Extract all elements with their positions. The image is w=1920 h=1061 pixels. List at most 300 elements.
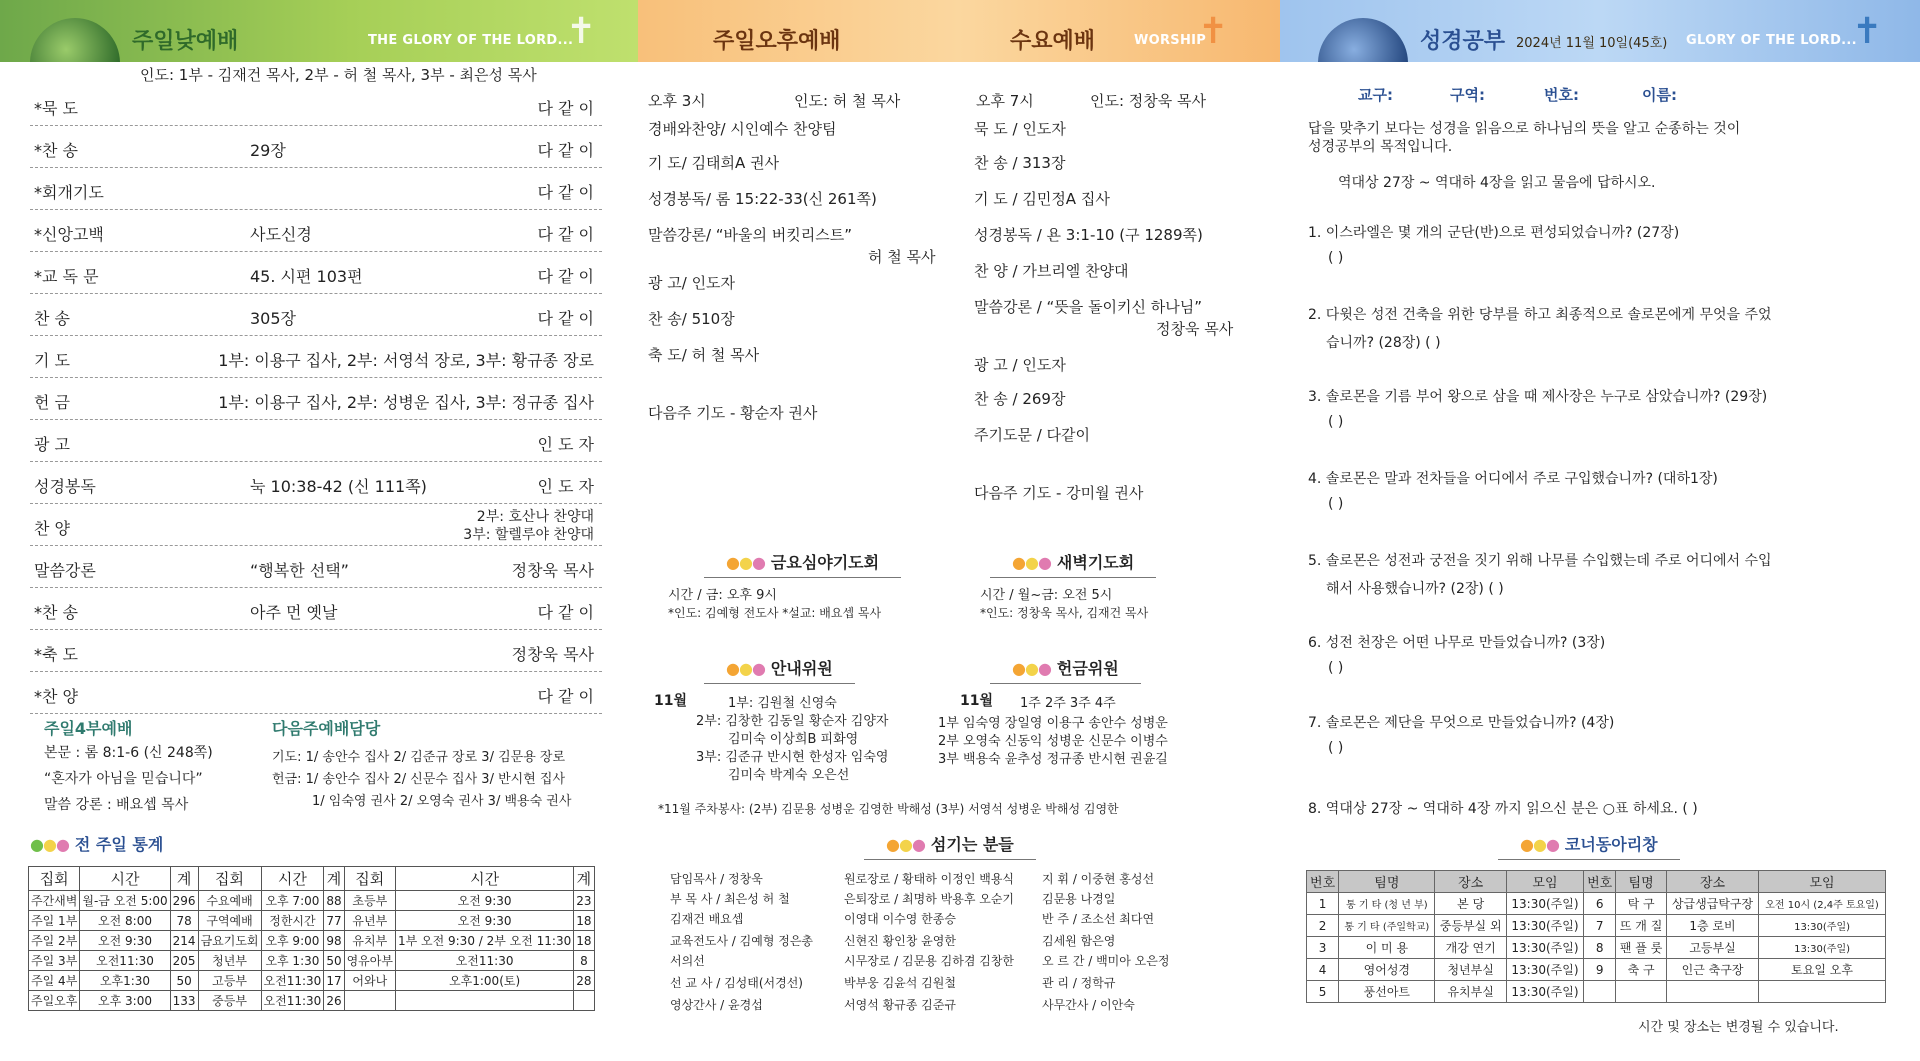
offering-line1: 1부 임숙영 장일영 이용구 송안수 성병운 [938, 716, 1168, 731]
row-person: 2부: 호산나 찬양대 [476, 509, 594, 525]
stats-cell: 수요예배 [198, 891, 261, 911]
service-row [30, 420, 602, 462]
serve-item: 박부웅 김윤석 김원철 [844, 976, 956, 990]
club-cell: 3 [1307, 937, 1339, 959]
cross-icon: ✝ [1198, 11, 1229, 52]
next-week-offering: 헌금: 1/ 송안수 집사 2/ 신문수 집사 3/ 반시현 집사 [272, 772, 566, 787]
stats-cell: 오후1:00(토) [395, 971, 573, 991]
stats-cell: 유년부 [344, 911, 395, 931]
row-person: 인 도 자 [537, 435, 594, 454]
row-person: 정창욱 목사 [511, 561, 594, 580]
row-person: 다 같 이 [537, 183, 594, 202]
field-label: 교구: [1358, 86, 1393, 104]
serve-item: 신현진 황인창 윤영한 [844, 934, 956, 948]
stats-cell: 집회 [344, 867, 395, 891]
service-row [30, 378, 602, 420]
club-cell: 오전 10시 (2,4주 토요일) [1759, 893, 1886, 915]
stats-cell: 주간새벽 [29, 891, 80, 911]
service-row [30, 84, 602, 126]
question: 6. 성전 천장은 어떤 나무로 만들었습니까? (3장) [1308, 635, 1606, 651]
service-row [30, 546, 602, 588]
club-cell: 인근 축구장 [1666, 959, 1758, 981]
club-cell: 9 [1584, 959, 1616, 981]
stats-cell: 집회 [29, 867, 80, 891]
club-cell: 번호 [1307, 871, 1339, 893]
stats-cell: 어와나 [344, 971, 395, 991]
stats-cell: 오후 9:00 [261, 931, 324, 951]
club-cell: 팀명 [1339, 871, 1435, 893]
stats-cell: 주일오후 [29, 991, 80, 1011]
afternoon-item: 경배와찬양/ 시인예수 찬양팀 [648, 120, 837, 138]
service-row [30, 672, 602, 714]
stats-row [29, 951, 595, 971]
club-cell [1759, 981, 1886, 1003]
club-cell: 장소 [1666, 871, 1758, 893]
serve-item: 교육전도사 / 김예형 정은총 [670, 934, 813, 948]
serve-item: 영상간사 / 윤경섭 [670, 998, 763, 1012]
panel1-subtitle: THE GLORY OF THE LORD... [368, 33, 574, 48]
club-cell: 13:30(주일) [1506, 981, 1583, 1003]
stats-cell: 주일 2부 [29, 931, 80, 951]
club-cell: 2 [1307, 915, 1339, 937]
parking-volunteers: *11월 주차봉사: (2부) 김문용 성병운 김영한 박해성 (3부) 서영석 성병운 박해성 김영한 [658, 802, 1119, 816]
serve-item: 서영석 황규종 김준규 [844, 998, 956, 1012]
stats-cell: 유치부 [344, 931, 395, 951]
row-person: 1부: 이용구 집사, 2부: 서영석 장로, 3부: 황규종 장로 [218, 351, 594, 370]
stats-cell: 계 [170, 867, 198, 891]
dawn-leaders: *인도: 정창욱 목사, 김재건 목사 [980, 606, 1149, 620]
wednesday-item: 묵 도 / 인도자 [974, 120, 1066, 138]
stats-cell: 오후 7:00 [261, 891, 324, 911]
offering-line3: 3부 백용숙 윤추성 정규종 반시현 권윤길 [938, 752, 1168, 767]
stats-row [29, 931, 595, 951]
afternoon-item: 기 도/ 김태희A 권사 [648, 154, 780, 172]
guide-line4: 3부: 김준규 반시현 한성자 임숙영 [696, 750, 889, 765]
answer-blank: ( ) [1328, 250, 1344, 266]
next-week-offering2: 1/ 임숙영 권사 2/ 오영숙 권사 3/ 백용숙 권사 [312, 794, 572, 809]
guide-line3: 김미숙 이상희B 피화영 [728, 732, 859, 747]
club-cell: 13:30(주일) [1506, 893, 1583, 915]
question: 4. 솔로몬은 말과 전차들을 어디에서 주로 구입했습니까? (대하1장) [1308, 471, 1718, 487]
service-row [30, 210, 602, 252]
club-note: 시간 및 장소는 변경될 수 있습니다. [1638, 1020, 1839, 1035]
club-cell [1666, 981, 1758, 1003]
club-cell: 팀명 [1616, 871, 1667, 893]
club-cell: 상급생급탁구장 [1666, 893, 1758, 915]
wednesday-item: 기 도 / 김민정A 집사 [974, 190, 1110, 208]
wednesday-item: 말씀강론 / “뜻을 돌이키신 하나님” [974, 298, 1203, 316]
stats-cell: 296 [170, 891, 198, 911]
serve-item: 은퇴장로 / 최명하 박용후 오순기 [844, 892, 1014, 906]
panel3-title: 성경공부 [1420, 29, 1506, 54]
answer-blank: ( ) [1328, 414, 1344, 430]
afternoon-item: 축 도/ 허 철 목사 [648, 346, 760, 364]
stats-cell: 오전 9:30 [395, 891, 573, 911]
stats-cell: 1부 오전 9:30 / 2부 오전 11:30 [395, 931, 573, 951]
serve-item: 담임목사 / 정창욱 [670, 872, 763, 886]
stats-cell: 중등부 [198, 991, 261, 1011]
row-person: 1부: 이용구 집사, 2부: 성병운 집사, 3부: 정규종 집사 [218, 393, 594, 412]
row-label: *찬 양 [34, 687, 78, 706]
dawn-heading: ●●● 새벽기도회 [990, 550, 1156, 578]
serve-item: 김세원 함은영 [1042, 934, 1116, 948]
guide-heading: ●●● 안내위원 [704, 656, 855, 684]
answer-blank: ( ) [1328, 740, 1344, 756]
club-row [1307, 981, 1886, 1003]
row-person: 다 같 이 [537, 603, 594, 622]
afternoon-leader: 인도: 허 철 목사 [794, 92, 901, 110]
stats-cell: 18 [574, 911, 594, 931]
row-label: *찬 송 [34, 141, 78, 160]
club-row [1307, 937, 1886, 959]
panel3-subtitle: GLORY OF THE LORD... [1686, 33, 1857, 48]
club-row [1307, 893, 1886, 915]
friday-leaders: *인도: 김예형 전도사 *설교: 배요셉 목사 [668, 606, 882, 620]
serve-item: 오 르 간 / 백미아 오은정 [1042, 954, 1170, 968]
serve-item: 선 교 사 / 김성태(서경선) [670, 976, 803, 990]
stats-title: 전 주일 통계 [74, 835, 164, 854]
row-item: 29장 [250, 141, 286, 160]
serve-item: 반 주 / 조소선 최다연 [1042, 912, 1155, 926]
stats-cell: 정한시간 [261, 911, 324, 931]
corner-heading: ●●● 코너동아리창 [1498, 832, 1680, 860]
question: 1. 이스라엘은 몇 개의 군단(반)으로 편성되었습니까? (27장) [1308, 225, 1680, 241]
stats-cell: 계 [574, 867, 594, 891]
service-row [30, 630, 602, 672]
stats-cell: 26 [324, 991, 344, 1011]
offering-weeks: 1주 2주 3주 4주 [1020, 696, 1116, 711]
stats-cell: 계 [324, 867, 344, 891]
stats-cell: 214 [170, 931, 198, 951]
question: 7. 솔로몬은 제단을 무엇으로 만들었습니까? (4장) [1308, 715, 1615, 731]
question: 3. 솔로몬을 기름 부어 왕으로 삼을 때 제사장은 누구로 삼았습니까? (29장) [1308, 389, 1768, 405]
stats-cell: 주일 4부 [29, 971, 80, 991]
wed-time: 오후 7시 [976, 92, 1034, 110]
club-cell: 13:30(주일) [1759, 915, 1886, 937]
serve-item: 부 목 사 / 최은성 허 철 [670, 892, 790, 906]
wednesday-item: 찬 송 / 313장 [974, 154, 1066, 172]
afternoon-item: 말씀강론/ “바울의 버킷리스트” [648, 226, 853, 244]
panel1-title: 주일낮예배 [132, 29, 239, 54]
guide-month: 11월 [654, 693, 688, 709]
row-label: 찬 양 [34, 519, 70, 538]
club-cell: 7 [1584, 915, 1616, 937]
answer-blank: ( ) [1328, 660, 1344, 676]
answer-blank: 습니까? (28장) ( ) [1326, 335, 1441, 351]
stats-cell: 구역예배 [198, 911, 261, 931]
row-person: 다 같 이 [537, 141, 594, 160]
wednesday-item: 찬 송 / 269장 [974, 390, 1066, 408]
afternoon-item: 허 철 목사 [868, 248, 936, 266]
club-cell: 풍선아트 [1339, 981, 1435, 1003]
serve-item: 김재건 배요셉 [670, 912, 744, 926]
club-cell: 뜨 개 질 [1616, 915, 1667, 937]
stats-cell: 시간 [395, 867, 573, 891]
cross-icon: ✝ [566, 11, 597, 52]
dawn-title: 새벽기도회 [1056, 553, 1135, 572]
leaders-line: 인도: 1부 - 김재건 목사, 2부 - 허 철 목사, 3부 - 최은성 목사 [140, 66, 537, 84]
intro-line1: 답을 맞추기 보다는 성경을 읽음으로 하나님의 뜻을 알고 순종하는 것이 [1308, 121, 1741, 137]
serve-item: 이영대 이수영 한종승 [844, 912, 956, 926]
instruction: 역대상 27장 ~ 역대하 4장을 읽고 물음에 답하시오. [1338, 175, 1656, 191]
sunday-morning-panel [0, 0, 638, 1061]
afternoon-time: 오후 3시 [648, 92, 706, 110]
serve-item: 원로장로 / 황태하 이정인 백용식 [844, 872, 1014, 886]
guide-line1: 1부: 김원철 신영숙 [728, 696, 837, 711]
friday-time: 시간 / 금: 오후 9시 [668, 588, 777, 603]
row-person: 다 같 이 [537, 267, 594, 286]
afternoon-wednesday-panel [638, 0, 1280, 1061]
club-row [1307, 915, 1886, 937]
club-cell: 6 [1584, 893, 1616, 915]
stats-cell: 오전 9:30 [395, 911, 573, 931]
stats-row [29, 971, 595, 991]
service-row [30, 168, 602, 210]
row-person: 다 같 이 [537, 99, 594, 118]
row-label: *회개기도 [34, 183, 104, 202]
serve-item: 관 리 / 정학규 [1042, 976, 1116, 990]
row-item: “행복한 선택” [250, 561, 349, 580]
club-cell: 모임 [1506, 871, 1583, 893]
serve-heading: ●●● 섬기는 분들 [864, 832, 1036, 860]
club-cell: 1층 로비 [1666, 915, 1758, 937]
stats-cell: 28 [574, 971, 594, 991]
stats-cell: 금요기도회 [198, 931, 261, 951]
club-cell: 이 미 용 [1339, 937, 1435, 959]
club-cell [1584, 981, 1616, 1003]
next-week-title: 다음주예배담당 [272, 719, 381, 738]
stats-cell: 205 [170, 951, 198, 971]
question-8: 8. 역대상 27장 ~ 역대하 4장 까지 읽으신 분은 ○표 하세요. ( ) [1308, 801, 1698, 817]
stats-cell: 시간 [261, 867, 324, 891]
club-cell: 장소 [1435, 871, 1506, 893]
field-label: 이름: [1642, 86, 1677, 104]
club-cell: 번호 [1584, 871, 1616, 893]
stats-cell: 청년부 [198, 951, 261, 971]
club-cell: 8 [1584, 937, 1616, 959]
stats-cell: 오전11:30 [395, 951, 573, 971]
row-item: 눅 10:38-42 (신 111쪽) [250, 477, 427, 496]
guide-line5: 김미숙 박계숙 오은선 [728, 768, 850, 783]
stats-cell [344, 991, 395, 1011]
service-row [30, 462, 602, 504]
question: 5. 솔로몬은 성전과 궁전을 짓기 위해 나무를 수입했는데 주로 어디에서 수입 [1308, 553, 1772, 569]
stats-cell: 78 [170, 911, 198, 931]
stats-cell: 오전11:30 [261, 971, 324, 991]
service-row [30, 336, 602, 378]
row-label: 기 도 [34, 351, 70, 370]
service-row [30, 126, 602, 168]
guide-title: 안내위원 [770, 659, 833, 678]
afternoon-item: 광 고/ 인도자 [648, 274, 736, 292]
w4-sermon: “혼자가 아님을 믿습니다” [44, 771, 203, 787]
offering-heading: ●●● 헌금위원 [990, 656, 1141, 684]
club-cell: 개강 연기 [1435, 937, 1506, 959]
stats-cell: 주일 3부 [29, 951, 80, 971]
stats-cell: 오후 3:00 [80, 991, 170, 1011]
wednesday-item: 성경봉독 / 욘 3:1-10 (구 1289쪽) [974, 226, 1203, 244]
offering-month: 11월 [960, 693, 994, 709]
row-label: 성경봉독 [34, 477, 96, 496]
club-cell: 중등부실 외 [1435, 915, 1506, 937]
panel2-header [638, 0, 1280, 62]
row-person: 다 같 이 [537, 225, 594, 244]
club-cell: 1 [1307, 893, 1339, 915]
stats-cell: 50 [170, 971, 198, 991]
row-person: 3부: 할렐루야 찬양대 [463, 527, 594, 543]
stats-cell: 시간 [80, 867, 170, 891]
service-row [30, 588, 602, 630]
wednesday-item: 광 고 / 인도자 [974, 356, 1066, 374]
stats-row [29, 991, 595, 1011]
afternoon-item: 찬 송/ 510장 [648, 310, 735, 328]
row-item: 아주 먼 옛날 [250, 603, 338, 622]
stats-cell: 오전 8:00 [80, 911, 170, 931]
afternoon-item: 성경봉독/ 롬 15:22-33(신 261쪽) [648, 190, 877, 208]
panel3-header [1280, 0, 1920, 62]
club-cell: 유치부실 [1435, 981, 1506, 1003]
stats-cell: 고등부 [198, 971, 261, 991]
friday-heading: ●●● 금요심야기도회 [704, 550, 901, 578]
stats-cell: 133 [170, 991, 198, 1011]
stats-cell: 8 [574, 951, 594, 971]
stats-cell: 오전 9:30 [80, 931, 170, 951]
row-person: 다 같 이 [537, 309, 594, 328]
offering-title: 헌금위원 [1056, 659, 1119, 678]
stats-cell: 초등부 [344, 891, 395, 911]
serve-item: 지 휘 / 이중현 홍성선 [1042, 872, 1155, 886]
row-label: *묵 도 [34, 99, 78, 118]
w4-text: 본문 : 롬 8:1-6 (신 248쪽) [44, 745, 213, 761]
row-label: 찬 송 [34, 309, 70, 328]
intro-line2: 성경공부의 목적입니다. [1308, 139, 1453, 155]
answer-blank: ( ) [1328, 496, 1344, 512]
wed-leader: 인도: 정창욱 목사 [1090, 92, 1207, 110]
issue-date: 2024년 11월 10일(45호) [1516, 36, 1668, 51]
club-cell: 청년부실 [1435, 959, 1506, 981]
stats-row [29, 867, 595, 891]
stats-cell [395, 991, 573, 1011]
guide-line2: 2부: 김창한 김동일 황순자 김양자 [696, 714, 889, 729]
row-item: 사도신경 [250, 225, 312, 244]
row-person: 정창욱 목사 [511, 645, 594, 664]
stats-row [29, 911, 595, 931]
serve-title: 섬기는 분들 [930, 835, 1014, 854]
stats-cell: 오전11:30 [80, 951, 170, 971]
stats-cell: 77 [324, 911, 344, 931]
club-cell: 토요일 오후 [1759, 959, 1886, 981]
panel2-subtitle: WORSHIP [1134, 33, 1207, 48]
answer-blank: 해서 사용했습니까? (2장) ( ) [1326, 581, 1504, 597]
club-cell: 본 당 [1435, 893, 1506, 915]
globe-icon [30, 18, 120, 62]
club-cell: 팬 플 룻 [1616, 937, 1667, 959]
club-cell: 5 [1307, 981, 1339, 1003]
stats-cell: 17 [324, 971, 344, 991]
next-week-prayer: 기도: 1/ 송안수 집사 2/ 김준규 장로 3/ 김문용 장로 [272, 750, 566, 765]
bible-study-panel [1280, 0, 1920, 1061]
club-cell: 고등부실 [1666, 937, 1758, 959]
club-cell: 통 기 타 (청 년 부) [1339, 893, 1435, 915]
club-table [1306, 870, 1886, 1003]
stats-cell: 오후1:30 [80, 971, 170, 991]
club-row [1307, 959, 1886, 981]
club-cell: 통 기 타 (주일학교) [1339, 915, 1435, 937]
stats-cell: 오전11:30 [261, 991, 324, 1011]
club-row [1307, 871, 1886, 893]
afternoon-next: 다음주 기도 - 황순자 권사 [648, 404, 818, 422]
club-cell: 13:30(주일) [1506, 937, 1583, 959]
w4-title: 주일4부예배 [44, 719, 133, 738]
row-label: *교 독 문 [34, 267, 99, 286]
stats-cell: 88 [324, 891, 344, 911]
friday-title: 금요심야기도회 [770, 553, 880, 572]
cross-icon: ✝ [1852, 11, 1883, 52]
club-cell: 탁 구 [1616, 893, 1667, 915]
wednesday-title: 수요예배 [1010, 29, 1096, 54]
stats-cell: 23 [574, 891, 594, 911]
stats-cell: 50 [324, 951, 344, 971]
globe-icon [1318, 18, 1408, 62]
serve-item: 서의선 [670, 954, 705, 968]
stats-cell: 월-금 오전 5:00 [80, 891, 170, 911]
field-label: 번호: [1544, 86, 1579, 104]
serve-item: 사무간사 / 이안숙 [1042, 998, 1135, 1012]
service-row [30, 294, 602, 336]
club-cell: 13:30(주일) [1506, 915, 1583, 937]
row-label: 광 고 [34, 435, 70, 454]
club-cell: 축 구 [1616, 959, 1667, 981]
stats-heading: ●●● 전 주일 통계 [30, 835, 164, 854]
row-label: *신앙고백 [34, 225, 104, 244]
row-label: 말씀강론 [34, 561, 96, 580]
stats-cell: 98 [324, 931, 344, 951]
club-cell: 모임 [1759, 871, 1886, 893]
stats-table [28, 866, 595, 1011]
club-cell: 13:30(주일) [1759, 937, 1886, 959]
row-person: 다 같 이 [537, 687, 594, 706]
stats-cell: 집회 [198, 867, 261, 891]
stats-cell: 18 [574, 931, 594, 951]
club-cell: 4 [1307, 959, 1339, 981]
row-item: 45. 시편 103편 [250, 267, 363, 286]
stats-cell [574, 991, 594, 1011]
club-cell [1616, 981, 1667, 1003]
row-item: 305장 [250, 309, 296, 328]
afternoon-title: 주일오후예배 [713, 29, 841, 54]
stats-cell: 주일 1부 [29, 911, 80, 931]
service-row [30, 252, 602, 294]
club-cell: 13:30(주일) [1506, 959, 1583, 981]
wednesday-item: 찬 양 / 가브리엘 찬양대 [974, 262, 1129, 280]
w4-preacher: 말씀 강론 : 배요셉 목사 [44, 797, 189, 813]
row-person: 인 도 자 [537, 477, 594, 496]
dawn-time: 시간 / 월~금: 오전 5시 [980, 588, 1113, 603]
serve-item: 시무장로 / 김문용 김하겸 김창한 [844, 954, 1014, 968]
service-row [30, 504, 602, 546]
row-label: *축 도 [34, 645, 78, 664]
wednesday-item: 주기도문 / 다같이 [974, 426, 1091, 444]
wed-next: 다음주 기도 - 강미월 권사 [974, 484, 1144, 502]
panel1-header [0, 0, 638, 62]
corner-title: 코너동아리창 [1564, 835, 1658, 854]
offering-line2: 2부 오영숙 신동익 성병운 신문수 이병수 [938, 734, 1168, 749]
serve-item: 김문용 나경일 [1042, 892, 1116, 906]
row-label: *찬 송 [34, 603, 78, 622]
stats-row [29, 891, 595, 911]
row-label: 헌 금 [34, 393, 70, 412]
stats-cell: 오후 1:30 [261, 951, 324, 971]
